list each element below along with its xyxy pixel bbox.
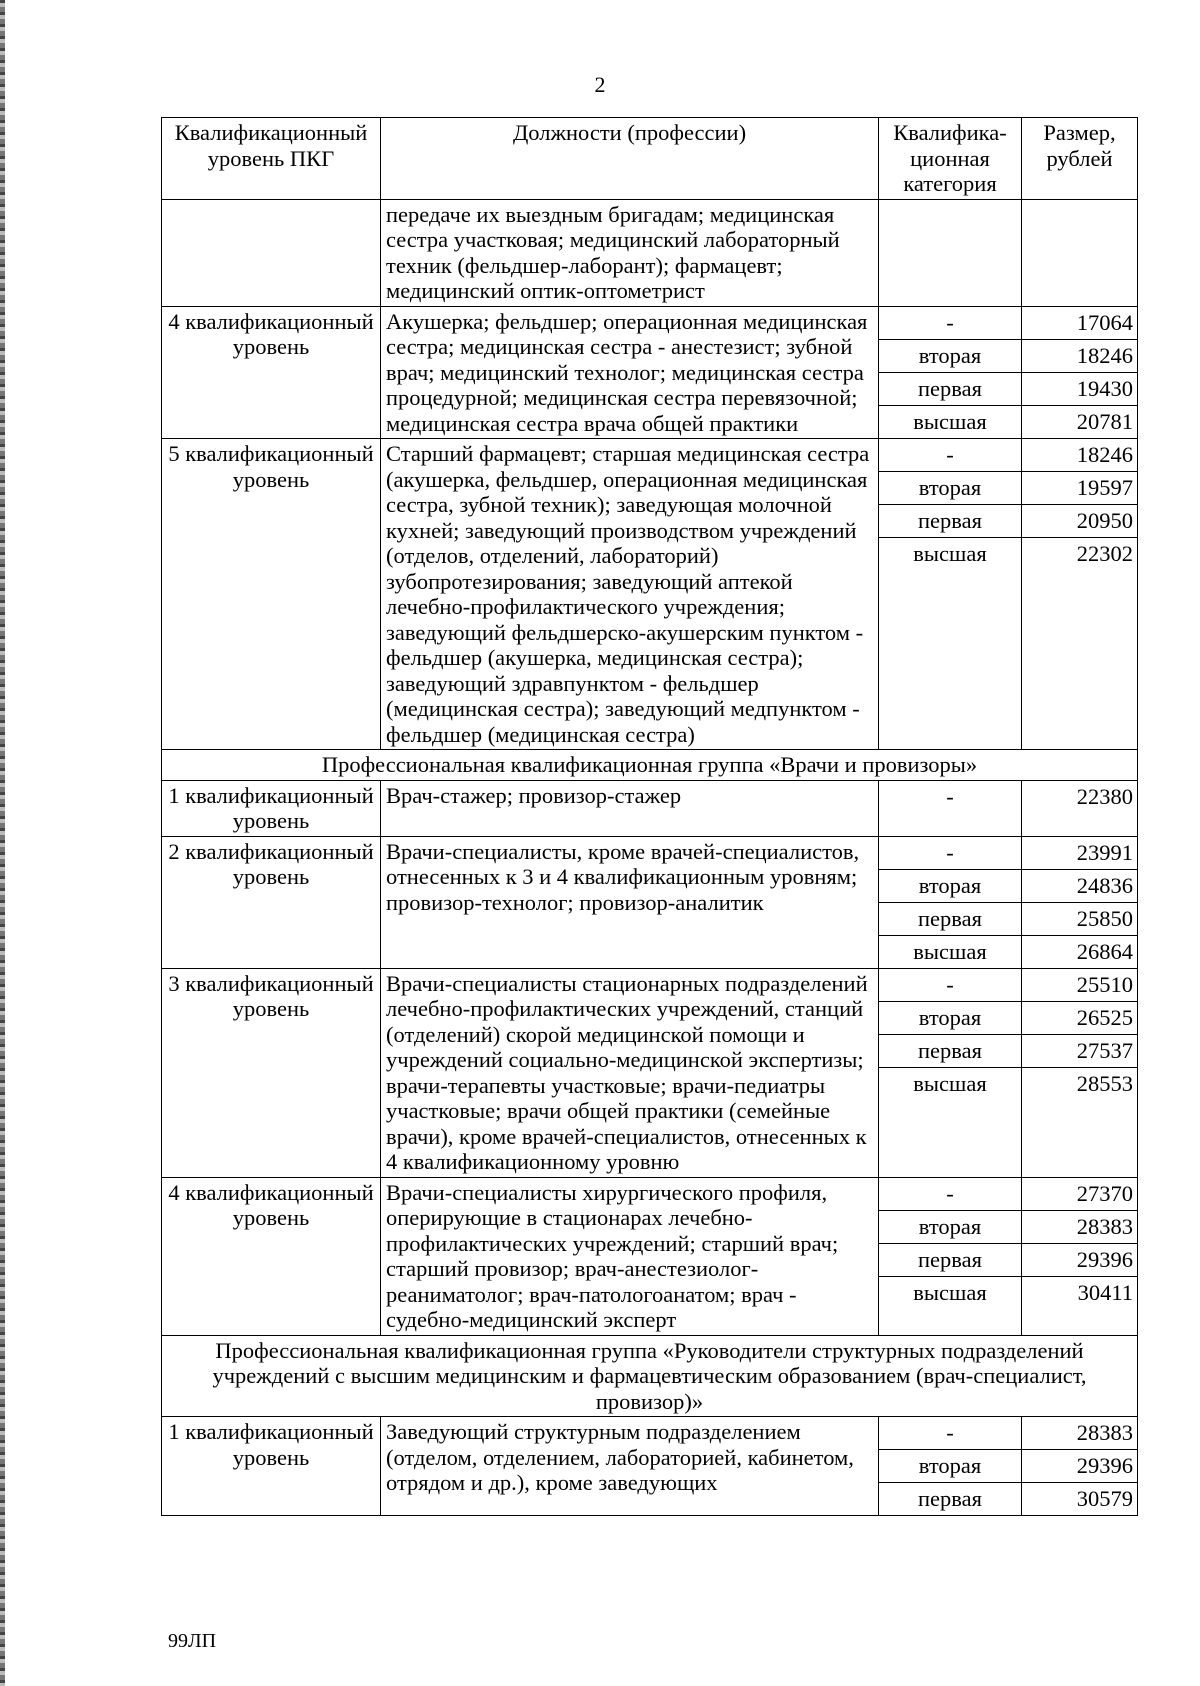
amount-value: 29396 <box>1022 1450 1137 1483</box>
amount-value: 30411 <box>1022 1276 1137 1309</box>
amount-value: 20781 <box>1022 405 1137 438</box>
qualification-level: 4 квалификационный уровень <box>162 1177 381 1335</box>
qualification-level: 2 квалификационный уровень <box>162 836 381 968</box>
category-value: - <box>946 309 954 335</box>
category-value: вторая <box>879 1210 1021 1243</box>
positions-cell: Заведующий структурным подразделением (отделом, отделением, лабораторией, кабинетом, отрядом и др.), кроме заведующих <box>381 1417 879 1516</box>
category-cell <box>879 780 1022 836</box>
qualification-level: 5 квалификационный уровень <box>162 439 381 750</box>
positions-cell: Старший фармацевт; старшая медицинская сестра (акушерка, фельдшер, операционная медицинская сестра, зубной техник); заведующая молочной кухней; заведующий производством учреждений (отделов, отделений, лабораторий) зубопротезирования; заведующий аптекой лечебно-профилактического учреждения; заведующий фельдшерско-акушерским пунктом - фельдшер (акушерка, медицинская сестра); заведующий здравпунктом - фельдшер (медицинская сестра); заведующий медпунктом - фельдшер (медицинская сестра) <box>381 439 879 750</box>
amount-list <box>1022 969 1137 1100</box>
amount-list <box>1022 307 1137 438</box>
group-title: Профессиональная квалификационная группа «Руководители структурных подразделений учреждений с высшим медицинским и фармацевтическим образованием (врач-специалист, провизор)» <box>162 1335 1138 1417</box>
amount-value: 25510 <box>1076 971 1133 997</box>
category-list <box>879 781 1021 813</box>
amount-value: 26864 <box>1022 935 1137 968</box>
positions-cell: Акушерка; фельдшер; операционная медицинская сестра; медицинская сестра - анестезист; зубной врач; медицинский технолог; медицинская сестра процедурной; медицинская сестра перевязочной; медицинская сестра врача общей практики <box>381 306 879 439</box>
category-cell <box>879 836 1022 968</box>
category-value: высшая <box>879 405 1021 438</box>
category-cell <box>879 1417 1022 1516</box>
amount-value: 27537 <box>1022 1034 1137 1067</box>
qualification-level <box>162 199 381 306</box>
table-row <box>162 1177 1138 1335</box>
category-value: первая <box>879 372 1021 405</box>
scan-edge-artifact <box>0 0 5 1686</box>
category-list <box>879 307 1021 438</box>
header-category: Квалифика-ционная категория <box>879 118 1022 200</box>
amount-value: 18246 <box>1022 339 1137 372</box>
category-value: - <box>946 1180 954 1206</box>
category-value: вторая <box>879 1450 1021 1483</box>
category-value: вторая <box>879 339 1021 372</box>
category-value: - <box>946 783 954 809</box>
category-list <box>879 1417 1021 1515</box>
amount-value: 22380 <box>1076 783 1133 809</box>
positions-cell: Врач-стажер; провизор-стажер <box>381 780 879 836</box>
table-row <box>162 836 1138 968</box>
amount-value: 17064 <box>1076 309 1133 335</box>
size-cell <box>1022 836 1138 968</box>
salary-table <box>161 117 1138 1516</box>
group-header-row <box>162 1335 1138 1417</box>
category-value: высшая <box>879 1067 1021 1100</box>
category-cell <box>879 199 1022 306</box>
amount-list <box>1022 1178 1137 1309</box>
category-value: первая <box>879 1034 1021 1067</box>
category-value: первая <box>879 505 1021 538</box>
amount-value: 27370 <box>1076 1180 1133 1206</box>
category-cell <box>879 968 1022 1177</box>
category-value: первая <box>879 902 1021 935</box>
amount-value: 25850 <box>1022 902 1137 935</box>
amount-value: 28383 <box>1076 1420 1133 1446</box>
category-value: вторая <box>879 472 1021 505</box>
size-cell <box>1022 1417 1138 1516</box>
size-cell <box>1022 780 1138 836</box>
group-header-row <box>162 750 1138 781</box>
category-cell <box>879 306 1022 439</box>
positions-cell: Врачи-специалисты хирургического профиля, оперирующие в стационарах лечебно-профилактических учреждений; старший врач; старший провизор; врач-анестезиолог-реаниматолог; врач-патологоанатом; врач - судебно-медицинский эксперт <box>381 1177 879 1335</box>
table-row <box>162 439 1138 750</box>
category-value: вторая <box>879 869 1021 902</box>
amount-value: 24836 <box>1022 869 1137 902</box>
qualification-level: 1 квалификационный уровень <box>162 780 381 836</box>
size-cell <box>1022 306 1138 439</box>
size-cell <box>1022 968 1138 1177</box>
amount-value: 28383 <box>1022 1210 1137 1243</box>
category-value: высшая <box>879 538 1021 571</box>
positions-cell: Врачи-специалисты, кроме врачей-специалистов, отнесенных к 3 и 4 квалификационным уровням; провизор-технолог; провизор-аналитик <box>381 836 879 968</box>
amount-list <box>1022 1417 1137 1515</box>
amount-value: 23991 <box>1076 839 1133 865</box>
header-positions: Должности (профессии) <box>381 118 879 200</box>
size-cell <box>1022 1177 1138 1335</box>
qualification-level: 1 квалификационный уровень <box>162 1417 381 1516</box>
amount-value: 20950 <box>1022 505 1137 538</box>
size-cell <box>1022 199 1138 306</box>
category-list <box>879 1178 1021 1309</box>
category-value: - <box>946 442 954 468</box>
category-list <box>879 439 1021 570</box>
amount-value: 29396 <box>1022 1243 1137 1276</box>
category-value: высшая <box>879 1276 1021 1309</box>
header-level: Квалификационный уровень ПКГ <box>162 118 381 200</box>
amount-value: 26525 <box>1022 1001 1137 1034</box>
table-header-row <box>162 118 1138 200</box>
amount-value: 22302 <box>1022 538 1137 571</box>
category-value: высшая <box>879 935 1021 968</box>
amount-list <box>1022 439 1137 570</box>
amount-value: 18246 <box>1076 442 1133 468</box>
category-value: первая <box>879 1483 1021 1516</box>
category-value: - <box>946 1420 954 1446</box>
document-code: 99ЛП <box>168 1630 217 1652</box>
positions-cell: Врачи-специалисты стационарных подразделений лечебно-профилактических учреждений, станций (отделений) скорой медицинской помощи и учреждений социально-медицинской экспертизы; врачи-терапевты участковые; врачи-педиатры участковые; врачи общей практики (семейные врачи), кроме врачей-специалистов, отнесенных к 4 квалификационному уровню <box>381 968 879 1177</box>
amount-value: 28553 <box>1022 1067 1137 1100</box>
category-value: - <box>946 839 954 865</box>
amount-value: 19597 <box>1022 472 1137 505</box>
category-list <box>879 837 1021 968</box>
category-cell <box>879 1177 1022 1335</box>
qualification-level: 3 квалификационный уровень <box>162 968 381 1177</box>
table-row <box>162 1417 1138 1516</box>
positions-cell: передаче их выездным бригадам; медицинская сестра участковая; медицинский лабораторный техник (фельдшер-лаборант); фармацевт; медицинский оптик-оптометрист <box>381 199 879 306</box>
header-size: Размер, рублей <box>1022 118 1138 200</box>
amount-list <box>1022 837 1137 968</box>
table-row <box>162 968 1138 1177</box>
category-list <box>879 969 1021 1100</box>
page-number: 2 <box>594 72 606 97</box>
category-value: первая <box>879 1243 1021 1276</box>
category-value: вторая <box>879 1001 1021 1034</box>
category-cell <box>879 439 1022 750</box>
table-row <box>162 780 1138 836</box>
table-row <box>162 199 1138 306</box>
size-cell <box>1022 439 1138 750</box>
amount-value: 30579 <box>1022 1483 1137 1516</box>
qualification-level: 4 квалификационный уровень <box>162 306 381 439</box>
table-row <box>162 306 1138 439</box>
table-body <box>162 199 1138 1516</box>
group-title: Профессиональная квалификационная группа «Врачи и провизоры» <box>162 750 1138 781</box>
amount-list <box>1022 781 1137 813</box>
category-value: - <box>946 971 954 997</box>
amount-value: 19430 <box>1022 372 1137 405</box>
